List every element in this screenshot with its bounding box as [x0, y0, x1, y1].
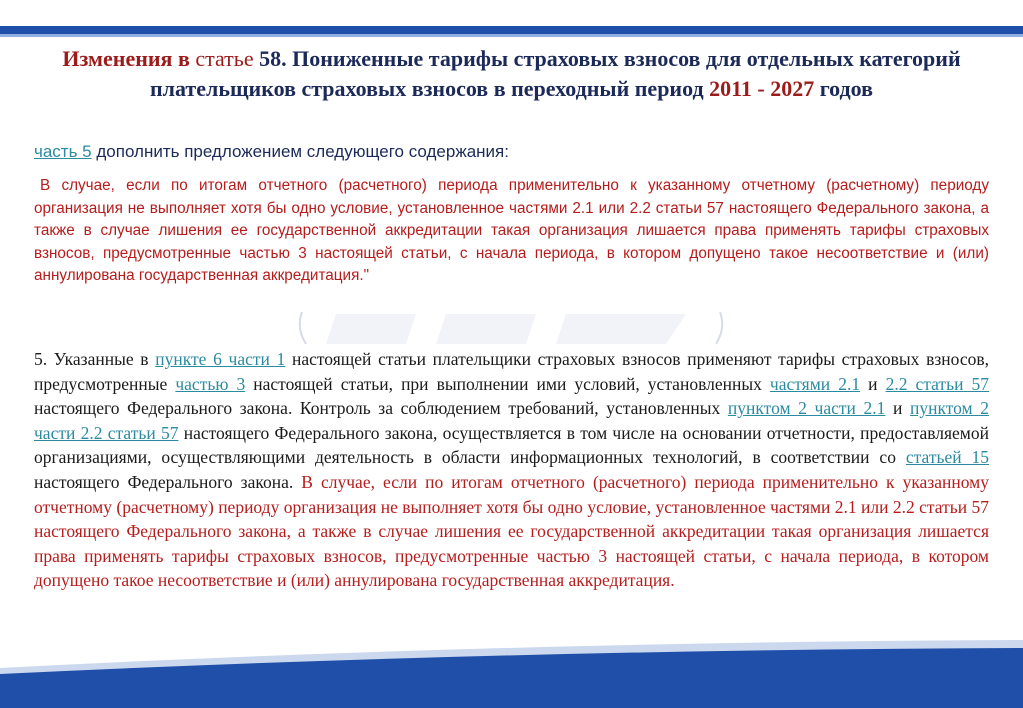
link-punkt-6-chasti-1[interactable]: пункте 6 части 1	[155, 349, 286, 369]
part-5-link[interactable]: часть 5	[34, 142, 92, 161]
para-text-7: настоящего Федерального закона, осуществляется в том числе на основании отчетности, предоставляемой организациями, осуществляющими деятельность в области информационных технологий, в соответствии со	[34, 422, 989, 468]
title-article-word: статье	[189, 46, 260, 71]
slide-title	[20, 44, 1003, 104]
link-punktom-2-chasti-2-1[interactable]: пунктом 2 части 2.1	[727, 398, 886, 419]
watermark-logo	[296, 308, 726, 348]
top-band-light-stripe	[0, 34, 1023, 37]
top-band-stripe	[0, 26, 1023, 34]
top-decorative-band	[0, 0, 1023, 40]
para-text-5: настоящего Федерального закона. Контроль за соблюдением требований, установленных	[34, 398, 728, 419]
para-text-6: и	[885, 398, 910, 419]
link-chastyu-3[interactable]: частью 3	[175, 373, 246, 394]
para-text-3: настоящей статьи, при выполнении ими условий, установленных	[245, 373, 770, 394]
intro-line	[34, 140, 994, 164]
inserted-sentence: В случае, если по итогам отчетного (расчетного) периода применительно к указанному отчетному (расчетному) периоду организация не выполняет хотя бы одно условие, установленное частями 2.1 или 2.2 статьи 57 настоящего Федерального закона, а также в случае лишения ее государственной аккредитации такая организация лишается права применять тарифы страховых взносов, предусмотренные частью 3 настоящей статьи, с начала периода, в котором допущено такое несоответствие и (или) аннулирована государственная аккредитация."	[34, 177, 989, 284]
title-years: 2011 - 2027	[709, 76, 815, 101]
para-red-addition: В случае, если по итогам отчетного (расчетного) периода применительно к указанному отчетному (расчетному) периоду организация не выполняет хотя бы одно условие, установленное частями 2.1 или 2.2 статьи 57 настоящего Федерального закона, а также в случае лишения ее государственной аккредитации такая организация лишается права применять тарифы страховых взносов, предусмотренные частью 3 настоящей статьи, с начала периода, в котором допущено такое несоответствие и (или) аннулирована государственная аккредитация.	[34, 471, 989, 591]
para-text-1: 5. Указанные в	[34, 349, 156, 369]
bottom-decorative-wave	[0, 640, 1023, 708]
link-2-2-stati-57[interactable]: 2.2 статьи 57	[885, 373, 989, 394]
link-chastyami-2-1[interactable]: частями 2.1	[769, 373, 861, 394]
title-changes: Изменения в	[62, 46, 190, 71]
para-text-8: настоящего Федерального закона.	[34, 471, 302, 492]
article-paragraph-5	[34, 347, 989, 593]
link-punktom-2-chasti-2-2-stati-57[interactable]: пунктом 2 части 2.2 статьи 57	[34, 398, 989, 443]
para-text-4: и	[860, 373, 886, 394]
para-text-2: настоящей статьи плательщики страховых взносов применяют тарифы страховых взносов, предусмотренные	[34, 349, 989, 394]
intro-text: дополнить предложением следующего содержания:	[91, 142, 509, 161]
link-statey-15[interactable]: статьей 15	[905, 447, 989, 468]
title-main: 58. Пониженные тарифы страховых взносов для отдельных категорий плательщиков страховых взносов в переходный период	[149, 46, 961, 101]
title-end: годов	[814, 76, 874, 101]
